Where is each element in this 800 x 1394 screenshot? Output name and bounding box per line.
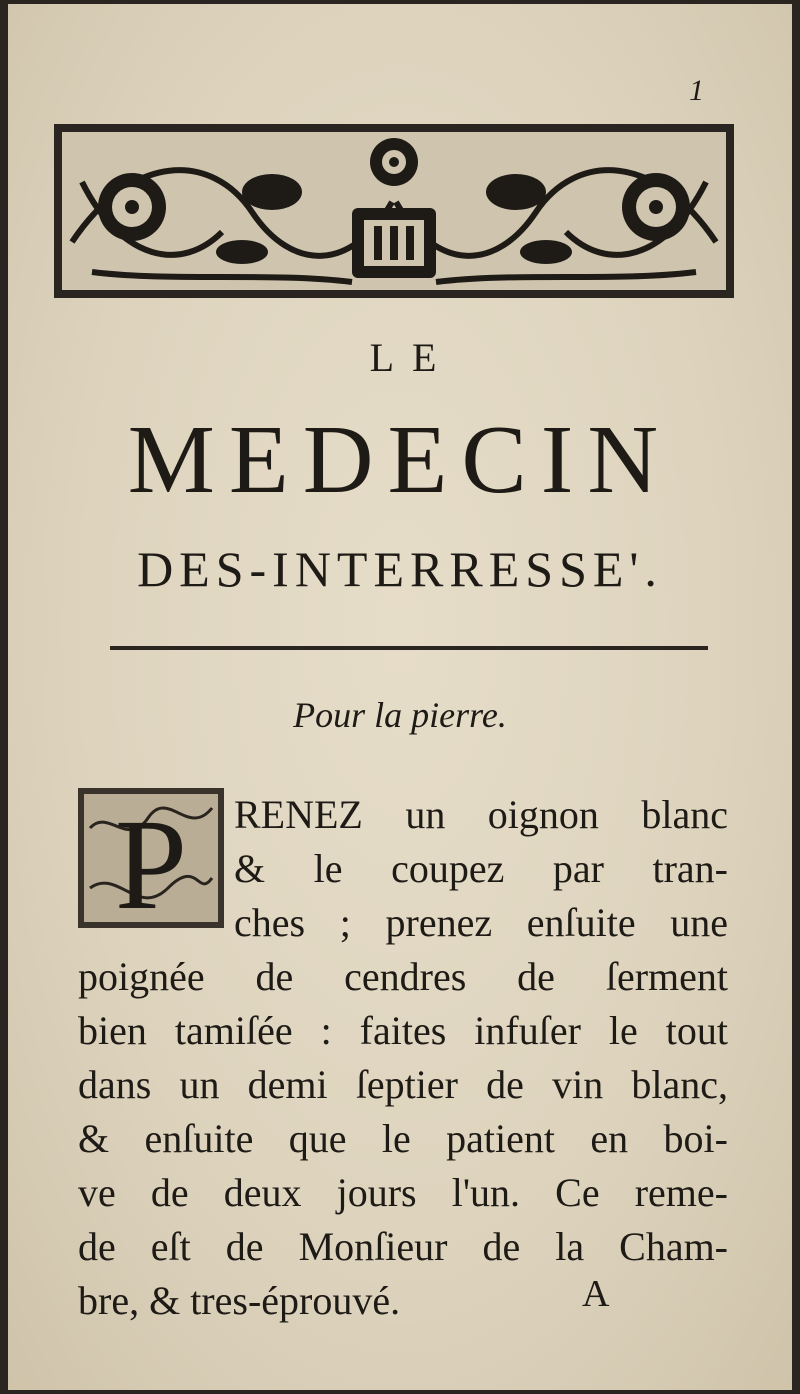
body-line: ve de deux jours l'un. Ce reme-: [78, 1170, 728, 1215]
body-line: & enſuite que le patient en boi-: [78, 1116, 728, 1161]
book-page: [8, 4, 792, 1390]
body-line: RENEZ un oignon blanc: [234, 792, 728, 837]
title-main: MEDECIN: [127, 406, 673, 514]
recipe-body: [78, 788, 728, 1328]
svg-text:P: P: [114, 793, 188, 928]
floral-headpiece-ornament: [52, 122, 736, 300]
body-line: de eſt de Monſieur de la Cham-: [78, 1224, 728, 1269]
body-line: poignée de cendres de ſerment: [78, 954, 728, 999]
body-line: & le coupez par tran-: [234, 846, 728, 891]
horizontal-rule: [110, 646, 708, 650]
body-line: ches ; prenez enſuite une: [234, 900, 728, 945]
title-article: LE: [369, 335, 455, 380]
signature-mark: A: [582, 1273, 610, 1315]
body-line: bre, & tres-éprouvé.: [78, 1278, 401, 1323]
body-line: dans un demi ſeptier de vin blanc,: [78, 1062, 728, 1107]
section-heading: Pour la pierre.: [293, 695, 507, 735]
body-line: bien tamiſée : faites infuſer le tout: [78, 1008, 728, 1053]
title-subtitle: DES-INTERRESSE'.: [137, 541, 663, 597]
page-number: 1: [689, 74, 704, 107]
